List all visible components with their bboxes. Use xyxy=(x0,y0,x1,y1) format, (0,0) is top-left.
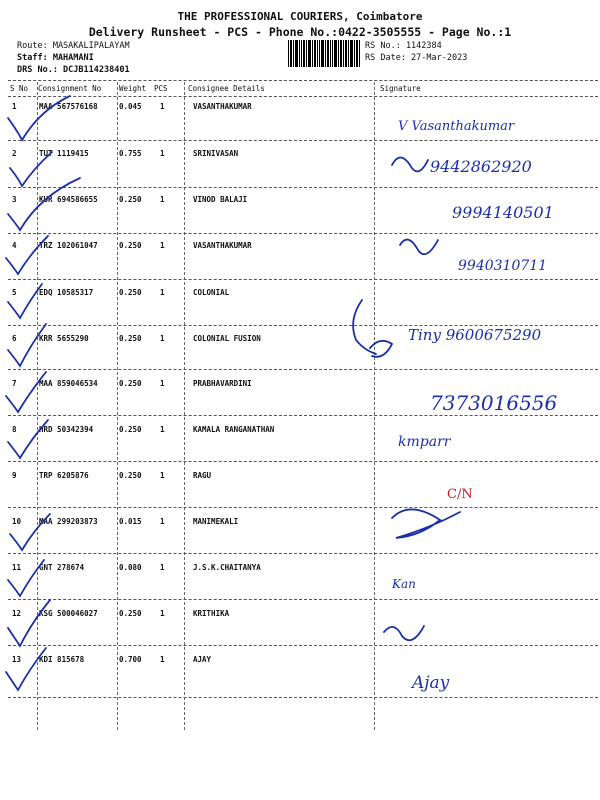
cell-sno: 10 xyxy=(12,517,22,526)
signature-row-6: Tiny 9600675290 xyxy=(408,326,542,344)
table-row xyxy=(8,237,598,281)
cell-weight: 0.250 xyxy=(119,195,142,204)
cell-pcs: 1 xyxy=(160,563,165,572)
cell-sno: 6 xyxy=(12,334,17,343)
cell-weight: 0.250 xyxy=(119,425,142,434)
row-divider xyxy=(8,415,598,416)
cell-sno: 5 xyxy=(12,288,17,297)
cell-sno: 11 xyxy=(12,563,22,572)
signature-row-3: 9994140501 xyxy=(452,203,554,222)
cell-sno: 1 xyxy=(12,102,17,111)
cell-pcs: 1 xyxy=(160,609,165,618)
cell-sno: 4 xyxy=(12,241,17,250)
row-divider xyxy=(8,140,598,141)
cell-consignment: GNT 278674 xyxy=(39,563,85,572)
cell-sno: 9 xyxy=(12,471,17,480)
col-sno: S No xyxy=(10,84,29,93)
row-divider xyxy=(8,553,598,554)
barcode-image xyxy=(288,40,360,67)
table-row xyxy=(8,145,598,189)
table-row xyxy=(8,651,598,695)
signature-row-8: kmparr xyxy=(398,434,451,450)
cell-pcs: 1 xyxy=(160,195,165,204)
cell-consignment: MAA 567576168 xyxy=(39,102,98,111)
row-divider xyxy=(8,325,598,326)
row-divider xyxy=(8,461,598,462)
col-consignee: Consignee Details xyxy=(188,84,265,93)
cell-sno: 13 xyxy=(12,655,22,664)
table-row xyxy=(8,98,598,142)
cell-consignee: SRINIVASAN xyxy=(193,149,239,158)
cell-consignment: KSG 500046027 xyxy=(39,609,98,618)
cell-sno: 7 xyxy=(12,379,17,388)
row-divider xyxy=(8,507,598,508)
row-divider xyxy=(8,599,598,600)
cell-consignment: HRD 50342394 xyxy=(39,425,94,434)
signature-row-4: 9940310711 xyxy=(458,258,548,274)
signature-row-2: 9442862920 xyxy=(430,157,532,176)
cell-sno: 2 xyxy=(12,149,17,158)
table-row xyxy=(8,513,598,557)
cell-consignee: RAGU xyxy=(193,471,212,480)
cell-weight: 0.250 xyxy=(119,241,142,250)
cell-weight: 0.015 xyxy=(119,517,142,526)
route-label: Route: MASAKALIPALAYAM xyxy=(17,41,130,51)
cell-weight: 0.080 xyxy=(119,563,142,572)
cell-consignment: KDI 815678 xyxy=(39,655,85,664)
table-row xyxy=(8,284,598,328)
cell-consignee: MANIMEKALI xyxy=(193,517,239,526)
col-pcs: PCS xyxy=(154,84,168,93)
cell-weight: 0.755 xyxy=(119,149,142,158)
row-divider xyxy=(8,369,598,370)
staff-label: Staff: MAHAMANI xyxy=(17,53,94,63)
table-row xyxy=(8,467,598,511)
row-divider xyxy=(8,697,598,698)
table-header xyxy=(8,82,598,96)
cell-pcs: 1 xyxy=(160,334,165,343)
row-divider xyxy=(8,645,598,646)
row-divider xyxy=(8,187,598,188)
cell-consignee: PRABHAVARDINI xyxy=(193,379,252,388)
cell-weight: 0.250 xyxy=(119,471,142,480)
header-top-rule xyxy=(8,80,598,81)
drs-number: DRS No.: DCJB114238401 xyxy=(17,65,130,75)
row-divider xyxy=(8,233,598,234)
cell-pcs: 1 xyxy=(160,149,165,158)
cell-pcs: 1 xyxy=(160,288,165,297)
cell-consignee: KRITHIKA xyxy=(193,609,230,618)
cell-pcs: 1 xyxy=(160,517,165,526)
cell-pcs: 1 xyxy=(160,102,165,111)
cell-pcs: 1 xyxy=(160,471,165,480)
table-row xyxy=(8,605,598,649)
signature-row-7: 7373016556 xyxy=(430,391,558,415)
cell-consignment: MAA 299203873 xyxy=(39,517,98,526)
col-signature: Signature xyxy=(380,84,421,93)
cell-consignee: COLONIAL FUSION xyxy=(193,334,261,343)
cell-weight: 0.045 xyxy=(119,102,142,111)
cell-sno: 3 xyxy=(12,195,17,204)
cell-consignment: TRP 6205876 xyxy=(39,471,89,480)
cell-consignment: KUR 694586655 xyxy=(39,195,98,204)
cell-weight: 0.250 xyxy=(119,288,142,297)
col-consignment: Consignment No xyxy=(38,84,102,93)
cell-weight: 0.250 xyxy=(119,609,142,618)
cell-consignment: TRZ 102061047 xyxy=(39,241,98,250)
cell-pcs: 1 xyxy=(160,241,165,250)
cell-consignee: J.S.K.CHAITANYA xyxy=(193,563,261,572)
signature-row-1: V Vasanthakumar xyxy=(398,119,515,134)
signature-row-13: Ajay xyxy=(412,673,450,693)
signature-row-11: Kan xyxy=(392,577,416,591)
cell-consignee: COLONIAL xyxy=(193,288,230,297)
runsheet-subtitle: Delivery Runsheet - PCS - Phone No.:0422-3505555 - Page No.:1 xyxy=(88,25,512,39)
cell-consignee: VASANTHAKUMAR xyxy=(193,102,252,111)
cell-sno: 8 xyxy=(12,425,17,434)
col-weight: Weight xyxy=(119,84,147,93)
cell-pcs: 1 xyxy=(160,655,165,664)
signature-row-9: C/N xyxy=(447,487,473,502)
table-row xyxy=(8,421,598,465)
table-row xyxy=(8,330,598,374)
cell-consignment: EDQ 10585317 xyxy=(39,288,94,297)
company-title: THE PROFESSIONAL COURIERS, Coimbatore xyxy=(177,10,423,23)
cell-consignee: KAMALA RANGANATHAN xyxy=(193,425,275,434)
rs-date: RS Date: 27-Mar-2023 xyxy=(365,53,468,63)
table-row xyxy=(8,559,598,603)
cell-weight: 0.250 xyxy=(119,334,142,343)
cell-pcs: 1 xyxy=(160,379,165,388)
rs-number: RS No.: 1142384 xyxy=(365,41,442,51)
cell-consignment: TUT 1119415 xyxy=(39,149,89,158)
cell-weight: 0.700 xyxy=(119,655,142,664)
cell-consignee: VASANTHAKUMAR xyxy=(193,241,252,250)
cell-pcs: 1 xyxy=(160,425,165,434)
row-divider xyxy=(8,279,598,280)
cell-weight: 0.250 xyxy=(119,379,142,388)
header-bottom-rule xyxy=(8,96,598,97)
cell-consignee: VINOD BALAJI xyxy=(193,195,248,204)
cell-consignment: MAA 859046534 xyxy=(39,379,98,388)
table-row xyxy=(8,375,598,419)
table-row xyxy=(8,191,598,235)
cell-sno: 12 xyxy=(12,609,22,618)
cell-consignment: KRR 5655290 xyxy=(39,334,89,343)
cell-consignee: AJAY xyxy=(193,655,212,664)
